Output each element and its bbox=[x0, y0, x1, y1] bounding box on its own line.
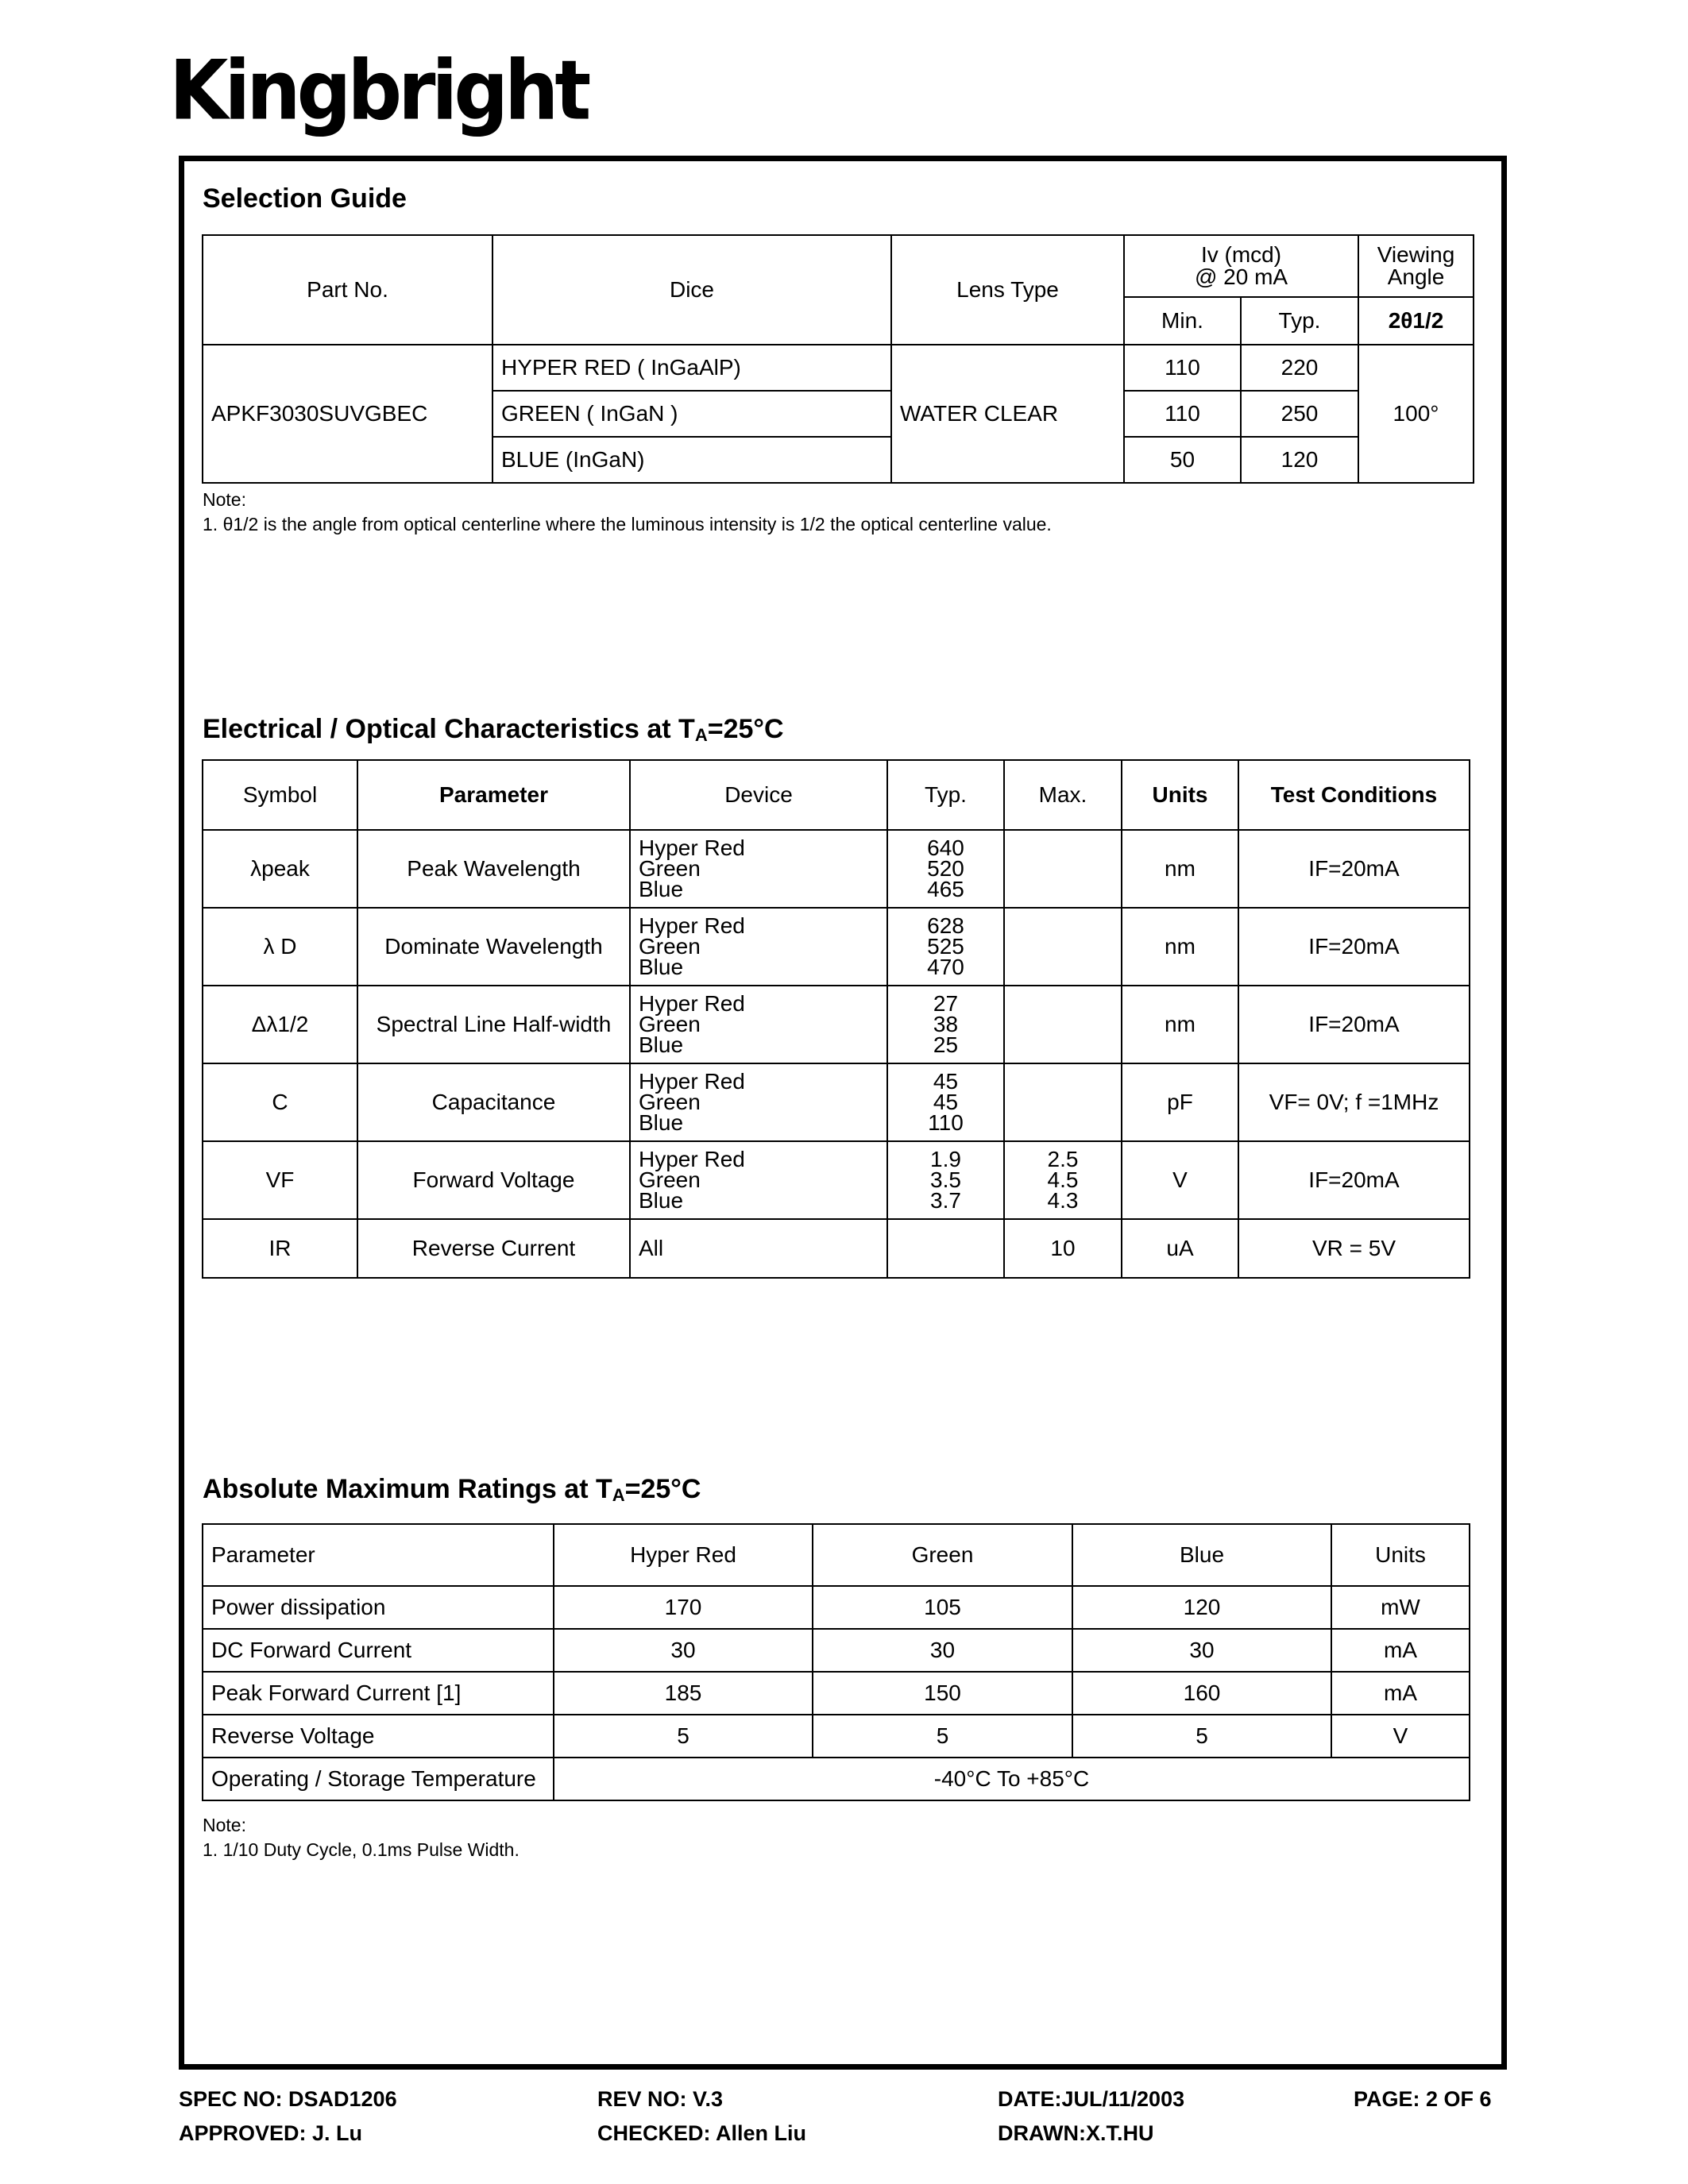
symbol-cell: λ D bbox=[203, 908, 357, 986]
table-row bbox=[203, 345, 1474, 391]
note-text: 1. θ1/2 is the angle from optical centerline where the luminous intensity is 1/2 the optical centerline value. bbox=[203, 514, 1052, 535]
table-row bbox=[203, 1219, 1470, 1278]
device-cell bbox=[630, 986, 887, 1063]
device-line: Blue bbox=[639, 955, 684, 979]
max-cell bbox=[1004, 986, 1122, 1063]
device-line: Hyper Red bbox=[639, 913, 745, 938]
header-iv bbox=[1124, 235, 1358, 297]
iv-min-cell: 50 bbox=[1124, 437, 1241, 483]
selection-guide-table bbox=[202, 234, 1474, 484]
symbol-cell: IR bbox=[203, 1219, 357, 1278]
units-cell: V bbox=[1122, 1141, 1238, 1219]
typ-cell bbox=[887, 986, 1004, 1063]
device-line: Green bbox=[639, 1090, 701, 1114]
blue-cell: 30 bbox=[1072, 1629, 1331, 1672]
symbol-cell: VF bbox=[203, 1141, 357, 1219]
device-line: Blue bbox=[639, 1032, 684, 1057]
typ-value: 3.5 bbox=[930, 1167, 961, 1192]
typ-value: 45 bbox=[933, 1090, 959, 1114]
header-max: Max. bbox=[1004, 760, 1122, 830]
absolute-title-suffix: =25°C bbox=[624, 1474, 701, 1504]
units-cell: pF bbox=[1122, 1063, 1238, 1141]
header-device: Device bbox=[630, 760, 887, 830]
condition-cell: VR = 5V bbox=[1238, 1219, 1470, 1278]
device-line: Green bbox=[639, 1012, 701, 1036]
device-line: Hyper Red bbox=[639, 991, 745, 1016]
table-row bbox=[203, 986, 1470, 1063]
temperature-range-cell: -40°C To +85°C bbox=[554, 1758, 1470, 1800]
max-value: 2.5 bbox=[1047, 1147, 1079, 1171]
device-line: Hyper Red bbox=[639, 1147, 745, 1171]
condition-cell: IF=20mA bbox=[1238, 986, 1470, 1063]
units-cell: uA bbox=[1122, 1219, 1238, 1278]
dice-cell: BLUE (InGaN) bbox=[492, 437, 891, 483]
typ-value: 38 bbox=[933, 1012, 959, 1036]
device-cell bbox=[630, 1063, 887, 1141]
lens-type-cell: WATER CLEAR bbox=[891, 345, 1124, 483]
dice-cell: GREEN ( InGaN ) bbox=[492, 391, 891, 437]
iv-min-cell: 110 bbox=[1124, 345, 1241, 391]
table-row bbox=[203, 1758, 1470, 1800]
iv-min-cell: 110 bbox=[1124, 391, 1241, 437]
units-cell: V bbox=[1331, 1715, 1470, 1758]
typ-value: 628 bbox=[927, 913, 964, 938]
parameter-cell: Spectral Line Half-width bbox=[357, 986, 630, 1063]
units-cell: nm bbox=[1122, 986, 1238, 1063]
header-green: Green bbox=[813, 1524, 1072, 1586]
iv-typ-cell: 220 bbox=[1241, 345, 1358, 391]
table-row bbox=[203, 1141, 1470, 1219]
electrical-title-sub: A bbox=[694, 725, 708, 745]
symbol-cell: Δλ1/2 bbox=[203, 986, 357, 1063]
electrical-table bbox=[202, 759, 1470, 1279]
header-hyper-red: Hyper Red bbox=[554, 1524, 813, 1586]
header-lens-type: Lens Type bbox=[891, 235, 1124, 345]
device-line: Green bbox=[639, 856, 701, 881]
header-viewing-line1: Viewing bbox=[1377, 242, 1455, 267]
max-cell bbox=[1004, 1141, 1122, 1219]
header-test-conditions: Test Conditions bbox=[1238, 760, 1470, 830]
table-row bbox=[203, 1629, 1470, 1672]
param-cell: Operating / Storage Temperature bbox=[203, 1758, 554, 1800]
max-value: 4.5 bbox=[1047, 1167, 1079, 1192]
absolute-table bbox=[202, 1523, 1470, 1801]
units-cell: nm bbox=[1122, 830, 1238, 908]
header-min: Min. bbox=[1124, 297, 1241, 345]
spec-no: SPEC NO: DSAD1206 bbox=[179, 2087, 397, 2111]
device-line: Green bbox=[639, 934, 701, 959]
header-typ: Typ. bbox=[887, 760, 1004, 830]
page-number: PAGE: 2 OF 6 bbox=[1354, 2087, 1492, 2111]
device-line: Blue bbox=[639, 1110, 684, 1135]
green-cell: 150 bbox=[813, 1672, 1072, 1715]
header-parameter: Parameter bbox=[357, 760, 630, 830]
checked: CHECKED: Allen Liu bbox=[597, 2121, 806, 2145]
typ-value: 470 bbox=[927, 955, 964, 979]
selection-guide-note bbox=[203, 488, 1052, 537]
device-line: Green bbox=[639, 1167, 701, 1192]
units-cell: nm bbox=[1122, 908, 1238, 986]
parameter-cell: Peak Wavelength bbox=[357, 830, 630, 908]
typ-value: 1.9 bbox=[930, 1147, 961, 1171]
header-symbol: Symbol bbox=[203, 760, 357, 830]
iv-typ-cell: 120 bbox=[1241, 437, 1358, 483]
typ-cell bbox=[887, 1219, 1004, 1278]
parameter-cell: Forward Voltage bbox=[357, 1141, 630, 1219]
blue-cell: 120 bbox=[1072, 1586, 1331, 1629]
note-label: Note: bbox=[203, 489, 246, 510]
header-typ: Typ. bbox=[1241, 297, 1358, 345]
table-row bbox=[203, 1715, 1470, 1758]
viewing-angle-cell: 100° bbox=[1358, 345, 1474, 483]
device-line: Hyper Red bbox=[639, 835, 745, 860]
red-cell: 30 bbox=[554, 1629, 813, 1672]
parameter-cell: Dominate Wavelength bbox=[357, 908, 630, 986]
device-line: Blue bbox=[639, 1188, 684, 1213]
table-row bbox=[203, 830, 1470, 908]
typ-value: 640 bbox=[927, 835, 964, 860]
device-cell bbox=[630, 830, 887, 908]
note-text: 1. 1/10 Duty Cycle, 0.1ms Pulse Width. bbox=[203, 1839, 520, 1861]
selection-guide-title: Selection Guide bbox=[203, 183, 407, 214]
date: DATE:JUL/11/2003 bbox=[998, 2087, 1185, 2111]
red-cell: 185 bbox=[554, 1672, 813, 1715]
red-cell: 5 bbox=[554, 1715, 813, 1758]
units-cell: mW bbox=[1331, 1586, 1470, 1629]
absolute-title-prefix: Absolute Maximum Ratings at T bbox=[203, 1474, 612, 1504]
param-cell: DC Forward Current bbox=[203, 1629, 554, 1672]
max-value: 4.3 bbox=[1047, 1188, 1079, 1213]
blue-cell: 160 bbox=[1072, 1672, 1331, 1715]
table-row bbox=[203, 1063, 1470, 1141]
header-viewing-line2: Angle bbox=[1387, 264, 1445, 289]
electrical-title-prefix: Electrical / Optical Characteristics at T bbox=[203, 714, 695, 744]
header-viewing-angle bbox=[1358, 235, 1474, 297]
device-cell: All bbox=[630, 1219, 887, 1278]
header-parameter: Parameter bbox=[203, 1524, 554, 1586]
rev-no: REV NO: V.3 bbox=[597, 2087, 724, 2111]
header-units: Units bbox=[1331, 1524, 1470, 1586]
condition-cell: VF= 0V; f =1MHz bbox=[1238, 1063, 1470, 1141]
kingbright-logo: Kingbright bbox=[169, 42, 588, 139]
green-cell: 105 bbox=[813, 1586, 1072, 1629]
units-cell: mA bbox=[1331, 1672, 1470, 1715]
condition-cell: IF=20mA bbox=[1238, 1141, 1470, 1219]
typ-value: 525 bbox=[927, 934, 964, 959]
header-units: Units bbox=[1122, 760, 1238, 830]
typ-cell bbox=[887, 908, 1004, 986]
typ-value: 27 bbox=[933, 991, 959, 1016]
iv-typ-cell: 250 bbox=[1241, 391, 1358, 437]
part-number: APKF3030SUVGBEC bbox=[203, 345, 492, 483]
header-part-no: Part No. bbox=[203, 235, 492, 345]
condition-cell: IF=20mA bbox=[1238, 830, 1470, 908]
absolute-title-sub: A bbox=[612, 1485, 625, 1505]
typ-cell bbox=[887, 830, 1004, 908]
green-cell: 30 bbox=[813, 1629, 1072, 1672]
device-line: Hyper Red bbox=[639, 1069, 745, 1094]
header-blue: Blue bbox=[1072, 1524, 1331, 1586]
dice-cell: HYPER RED ( InGaAlP) bbox=[492, 345, 891, 391]
typ-value: 25 bbox=[933, 1032, 959, 1057]
typ-value: 465 bbox=[927, 877, 964, 901]
red-cell: 170 bbox=[554, 1586, 813, 1629]
electrical-title bbox=[203, 716, 784, 744]
green-cell: 5 bbox=[813, 1715, 1072, 1758]
max-cell bbox=[1004, 1063, 1122, 1141]
param-cell: Peak Forward Current [1] bbox=[203, 1672, 554, 1715]
typ-value: 520 bbox=[927, 856, 964, 881]
device-line: Blue bbox=[639, 877, 684, 901]
absolute-note bbox=[203, 1813, 520, 1862]
header-dice: Dice bbox=[492, 235, 891, 345]
electrical-title-suffix: =25°C bbox=[707, 714, 784, 744]
typ-value: 45 bbox=[933, 1069, 959, 1094]
approved: APPROVED: J. Lu bbox=[179, 2121, 363, 2145]
symbol-cell: C bbox=[203, 1063, 357, 1141]
absolute-title bbox=[203, 1476, 701, 1504]
drawn: DRAWN:X.T.HU bbox=[998, 2121, 1154, 2145]
blue-cell: 5 bbox=[1072, 1715, 1331, 1758]
table-row bbox=[203, 908, 1470, 986]
param-cell: Reverse Voltage bbox=[203, 1715, 554, 1758]
param-cell: Power dissipation bbox=[203, 1586, 554, 1629]
note-label: Note: bbox=[203, 1815, 246, 1835]
max-cell bbox=[1004, 908, 1122, 986]
device-cell bbox=[630, 1141, 887, 1219]
header-theta: 2θ1/2 bbox=[1358, 297, 1474, 345]
typ-value: 110 bbox=[928, 1110, 964, 1135]
header-iv-line2: @ 20 mA bbox=[1194, 264, 1288, 289]
table-row bbox=[203, 1586, 1470, 1629]
table-row bbox=[203, 1672, 1470, 1715]
typ-cell bbox=[887, 1141, 1004, 1219]
typ-cell bbox=[887, 1063, 1004, 1141]
parameter-cell: Reverse Current bbox=[357, 1219, 630, 1278]
symbol-cell: λpeak bbox=[203, 830, 357, 908]
typ-value: 3.7 bbox=[930, 1188, 961, 1213]
units-cell: mA bbox=[1331, 1629, 1470, 1672]
parameter-cell: Capacitance bbox=[357, 1063, 630, 1141]
condition-cell: IF=20mA bbox=[1238, 908, 1470, 986]
header-iv-line1: Iv (mcd) bbox=[1200, 242, 1282, 267]
max-cell: 10 bbox=[1004, 1219, 1122, 1278]
device-cell bbox=[630, 908, 887, 986]
max-cell bbox=[1004, 830, 1122, 908]
